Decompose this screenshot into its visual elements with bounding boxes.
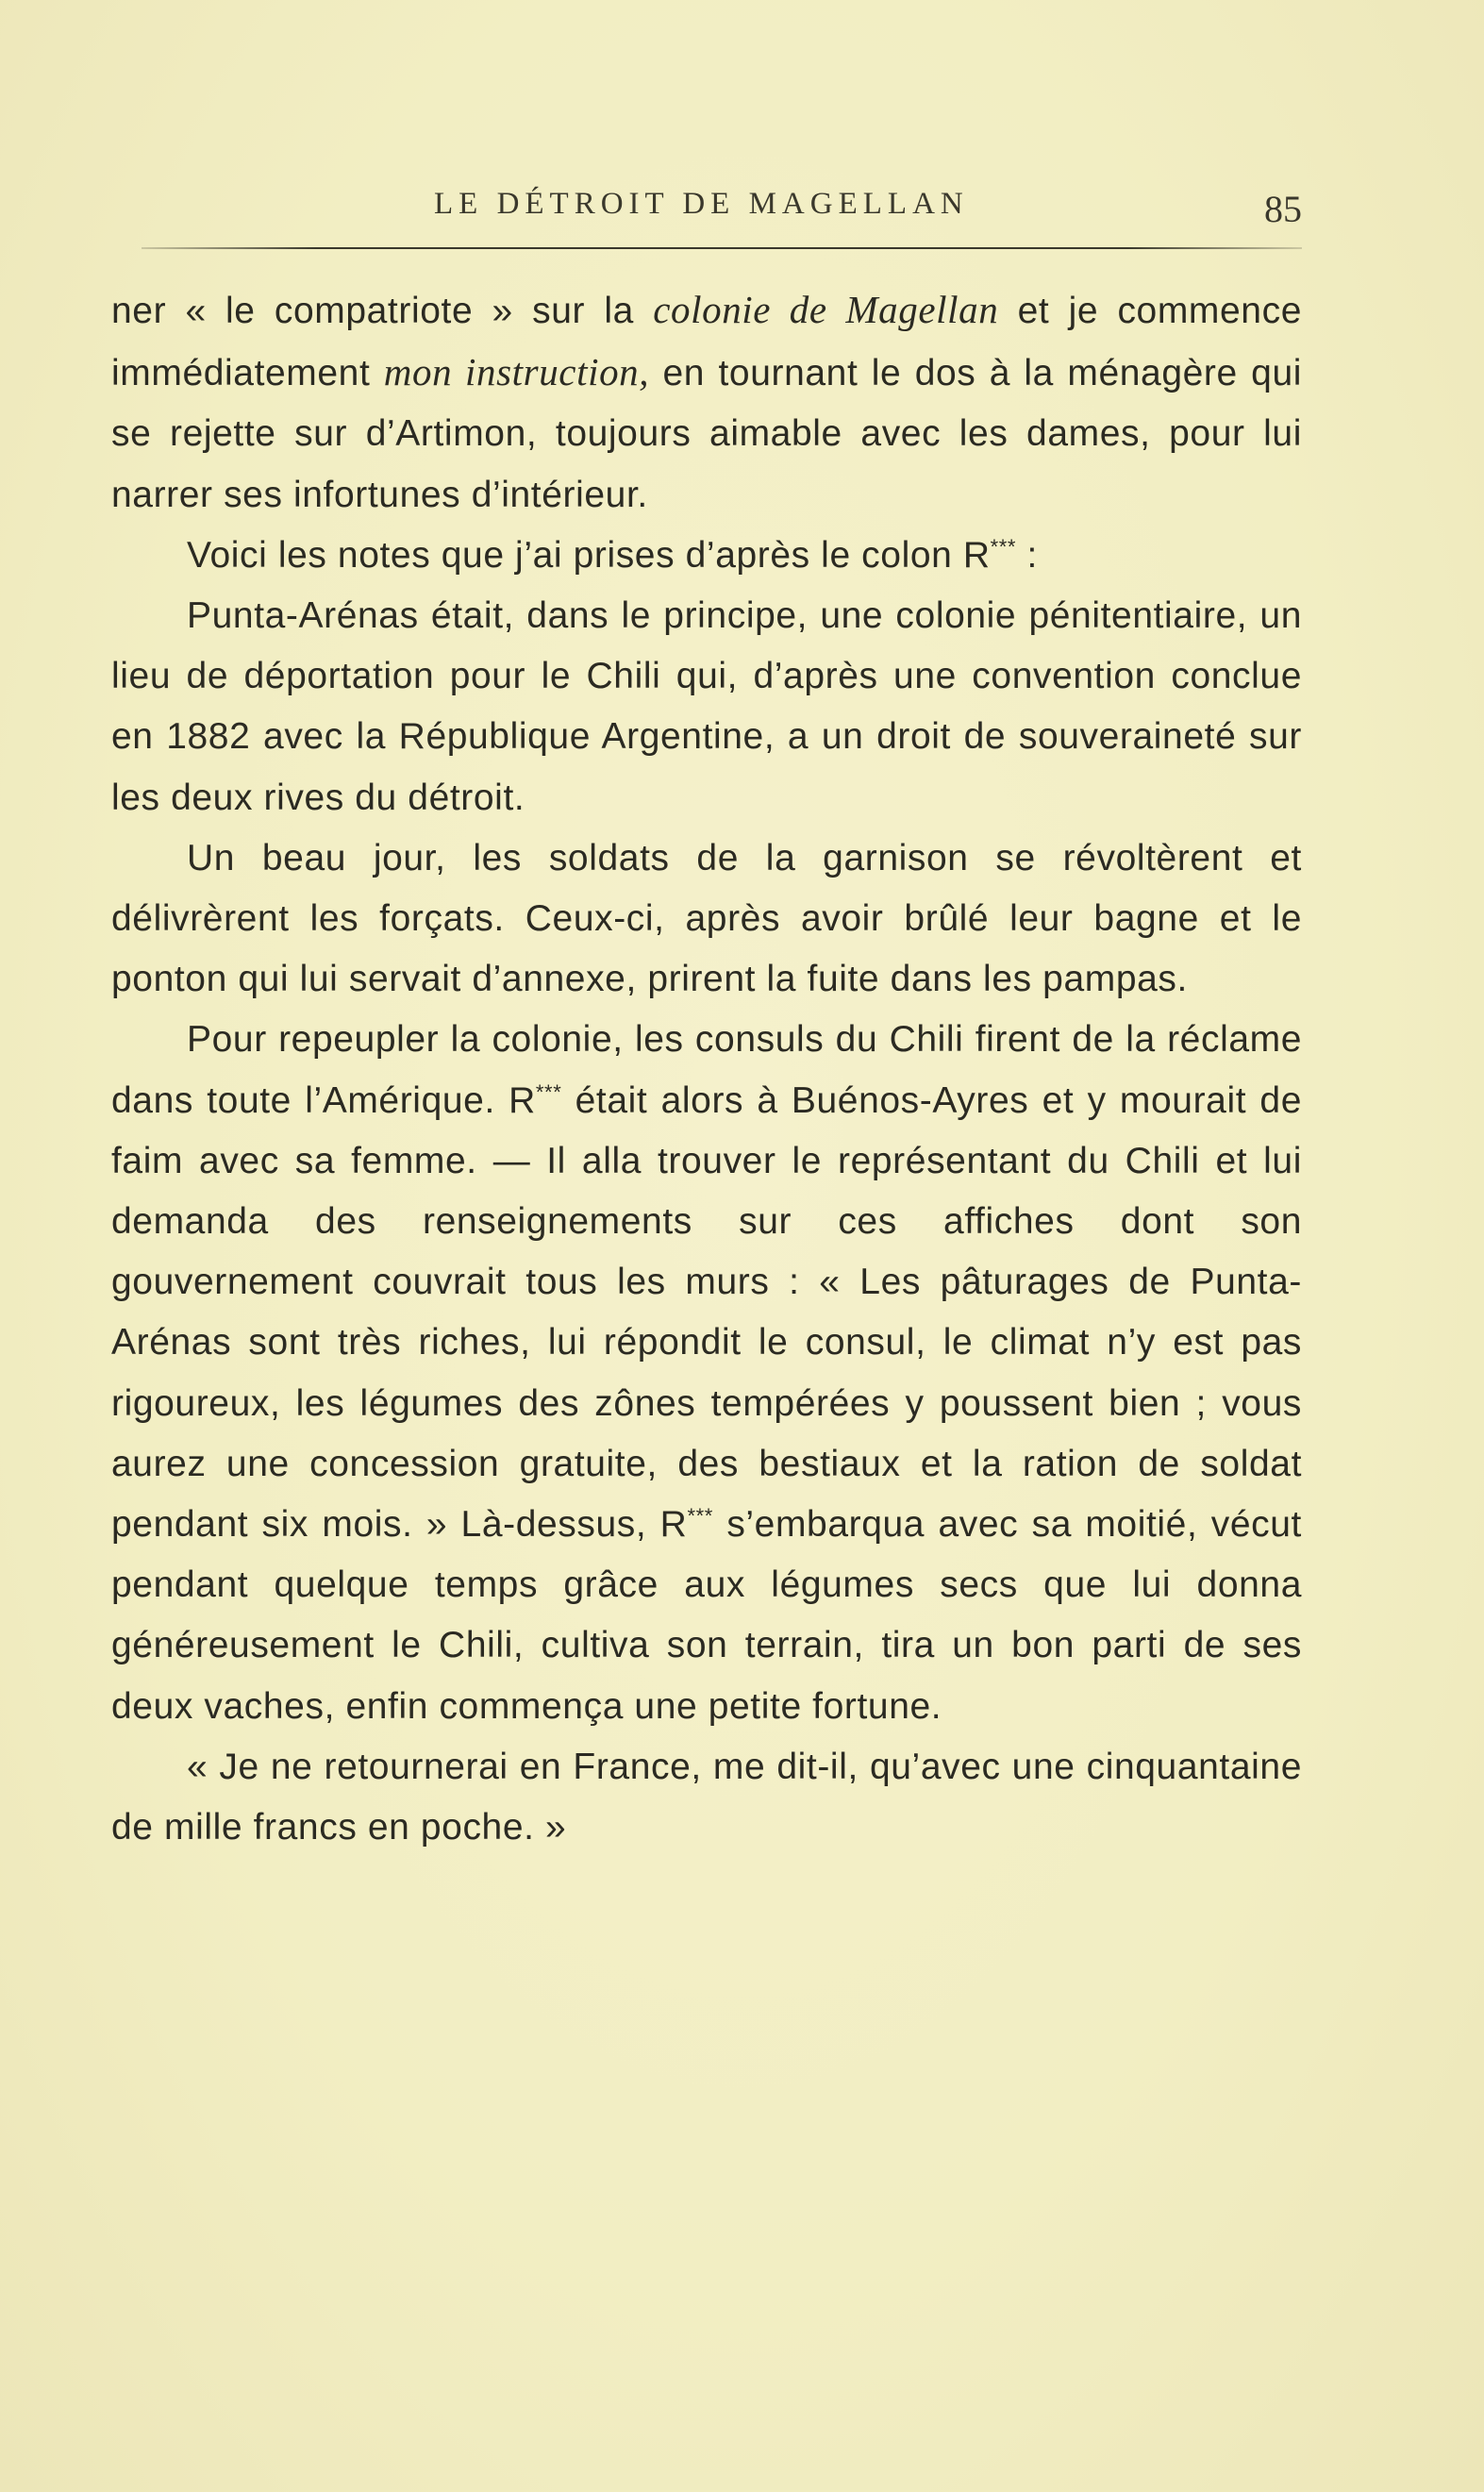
paragraph-1-italic-a: colonie de Magellan [653, 288, 999, 331]
body-text [111, 279, 1302, 1858]
running-title: LE DÉTROIT DE MAGELLAN [434, 187, 969, 221]
paragraph-5-text-b: était alors à Buénos-Ayres et y mourait de faim avec sa femme. — Il alla trouver le représentant du Chili et lui demanda des renseignements sur ces affiches dont son gouvernement couvrait tous les murs : « Les pâturages de Punta-Arénas sont très riches, lui répondit le consul, le climat n’y est pas rigoureux, les légumes des zônes tempérées y poussent bien ; vous aurez une concession gratuite, des bestiaux et la ration de soldat pendant six mois. » Là-dessus, R [111, 1079, 1302, 1546]
page-number: 85 [1264, 188, 1302, 230]
paragraph-1-text-c: en tournant le dos à la ménagère qui se rejette sur d’Artimon, toujours aimable avec les dames, pour lui narrer ses infortunes d’intérieur. [111, 353, 1302, 515]
paragraph-1-text-a: ner « le compatriote » sur la [111, 291, 654, 331]
paragraph-2-asterisks: *** [990, 534, 1017, 559]
paragraph-1 [111, 279, 1302, 526]
paragraph-5 [111, 1010, 1302, 1736]
paragraph-1-italic-b: mon instruction, [383, 350, 650, 394]
paragraph-5-text-c: s’embarqua avec sa moitié, vécut pendant quelque temps grâce aux légumes secs que lui donna généreusement le Chili, cultiva son terrain, tira un bon parti de ses deux vaches, enfin commença une petite fortune. [111, 1504, 1302, 1727]
paragraph-5-asterisks-b: *** [687, 1504, 713, 1529]
paragraph-1-text-b: et je commence immédiatement [111, 291, 1302, 394]
paragraph-3: Punta-Arénas était, dans le principe, une colonie pénitentiaire, un lieu de déportation pour le Chili qui, d’après une convention conclue en 1882 avec la République Argentine, a un droit de souveraineté sur les deux rives du détroit. [111, 595, 1302, 818]
paragraph-4: Un beau jour, les soldats de la garnison se révoltèrent et délivrèrent les forçats. Ceux-ci, après avoir brûlé leur bagne et le ponton qui lui servait d’annexe, prirent la fuite dans les pampas. [111, 837, 1302, 1000]
paragraph-5-text-a: Pour repeupler la colonie, les consuls du Chili firent de la réclame dans toute l’Amérique. R [111, 1019, 1302, 1121]
header-rule [142, 247, 1302, 249]
paragraph-2-text-a: Voici les notes que j’ai prises d’après le colon R [187, 534, 991, 576]
paragraph-5-asterisks-a: *** [535, 1079, 562, 1104]
paragraph-2 [111, 526, 1302, 586]
paragraph-2-text-b: : [1016, 534, 1038, 576]
paragraph-6: « Je ne retournerai en France, me dit-il, qu’avec une cinquantaine de mille francs en poche. » [111, 1746, 1302, 1848]
